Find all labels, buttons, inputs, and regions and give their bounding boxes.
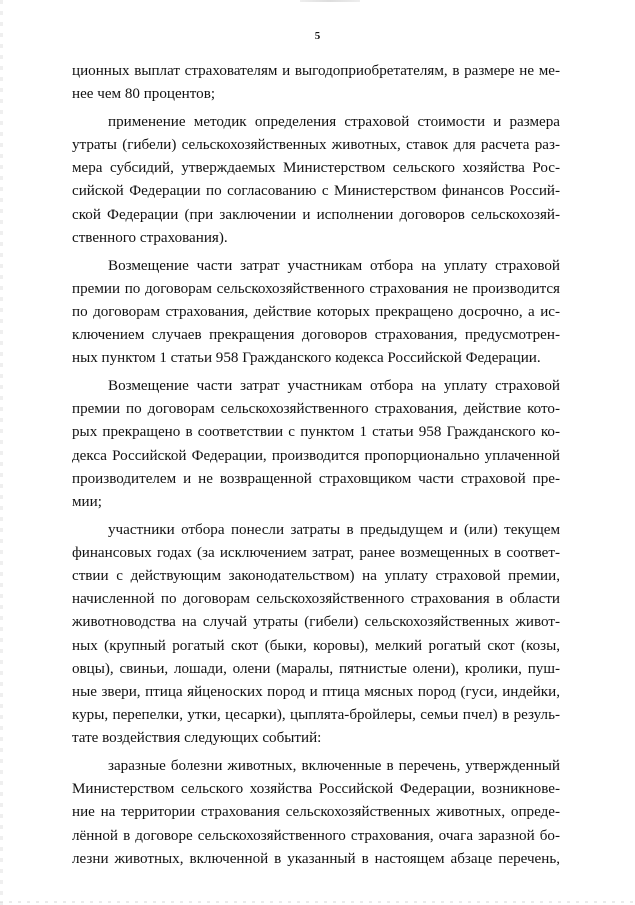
text-line: рых прекращено в соответствии с пунктом 1 статьи 958 Гражданского ко- xyxy=(72,424,560,441)
text-line: ской Федерации (при заключении и исполнении договоров сельскохозяй- xyxy=(72,206,560,223)
text-line: сийской Федерации по согласованию с Министерством финансов Россий- xyxy=(72,183,560,200)
page-number: 5 xyxy=(314,30,321,42)
text-line: ные звери, птица яйценоских пород и птица мясных пород (гуси, индейки, xyxy=(72,683,560,700)
text-line: лённой в договоре сельскохозяйственного страхования, очага заразной бо- xyxy=(72,827,560,844)
text-line: участники отбора понесли затраты в предыдущем и (или) текущем xyxy=(108,521,560,538)
text-line: ние на территории страхования сельскохозяйственных животных, опреде- xyxy=(72,804,560,821)
scan-artifact-left-edge xyxy=(0,0,3,905)
text-line: ционных выплат страхователям и выгодоприобретателям, в размере не ме- xyxy=(72,63,560,79)
text-line: премии по договорам сельскохозяйственного страхования, действие кото- xyxy=(72,401,560,418)
scan-artifact-top xyxy=(300,0,360,2)
text-line: куры, перепелки, утки, цесарки), цыплята-бройлеры, семьи пчел) в резуль- xyxy=(72,707,560,724)
scan-artifact-bottom xyxy=(0,901,635,903)
text-line: Возмещение части затрат участникам отбора на уплату страховой xyxy=(108,257,560,274)
text-line: ствии с действующим законодательством) на уплату страховой премии, xyxy=(72,567,560,584)
text-line: нее чем 80 процентов; xyxy=(72,86,216,103)
paragraph xyxy=(72,60,560,106)
document-body xyxy=(72,60,560,871)
text-line: ственного страхования). xyxy=(72,229,228,246)
paragraph xyxy=(72,519,560,751)
text-line: мера субсидий, утверждаемых Министерством сельского хозяйства Рос- xyxy=(72,160,560,177)
text-line: ных пунктом 1 статьи 958 Гражданского кодекса Российской Федерации. xyxy=(72,350,541,367)
text-line: ключением случаев прекращения договоров страхования, предусмотрен- xyxy=(72,327,560,344)
paragraph xyxy=(72,111,560,250)
text-line: заразные болезни животных, включенные в перечень, утвержденный xyxy=(108,757,560,774)
text-line: ных (крупный рогатый скот (быки, коровы), мелкий рогатый скот (козы, xyxy=(72,637,560,654)
text-line: финансовых годах (за исключением затрат, ранее возмещенных в соответ- xyxy=(72,544,560,561)
text-line: овцы), свиньи, лошади, олени (маралы, пятнистые олени), кролики, пуш- xyxy=(72,660,560,677)
paragraph xyxy=(72,755,560,871)
text-line: лезни животных, включенной в указанный в настоящем абзаце перечень, xyxy=(72,850,560,867)
text-line: тате воздействия следующих событий: xyxy=(72,730,322,747)
paragraph xyxy=(72,375,560,514)
paragraph xyxy=(72,255,560,371)
text-line: мии; xyxy=(72,493,102,510)
text-line: начисленной по договорам сельскохозяйственного страхования в области xyxy=(72,591,560,608)
text-line: по договорам страхования, действие которых прекращено досрочно, а ис- xyxy=(72,303,560,320)
text-line: премии по договорам сельскохозяйственного страхования не производится xyxy=(72,280,560,297)
text-line: применение методик определения страховой стоимости и размера xyxy=(108,113,560,130)
text-line: утраты (гибели) сельскохозяйственных животных, ставок для расчета раз- xyxy=(72,137,560,154)
text-line: производителем и не возвращенной страховщиком части страховой пре- xyxy=(72,470,560,487)
text-line: декса Российской Федерации, производится пропорционально уплаченной xyxy=(72,447,560,464)
text-line: Министерством сельского хозяйства Российской Федерации, возникнове- xyxy=(72,781,560,798)
text-line: животноводства на случай утраты (гибели) сельскохозяйственных живот- xyxy=(72,614,560,631)
text-line: Возмещение части затрат участникам отбора на уплату страховой xyxy=(108,377,560,394)
